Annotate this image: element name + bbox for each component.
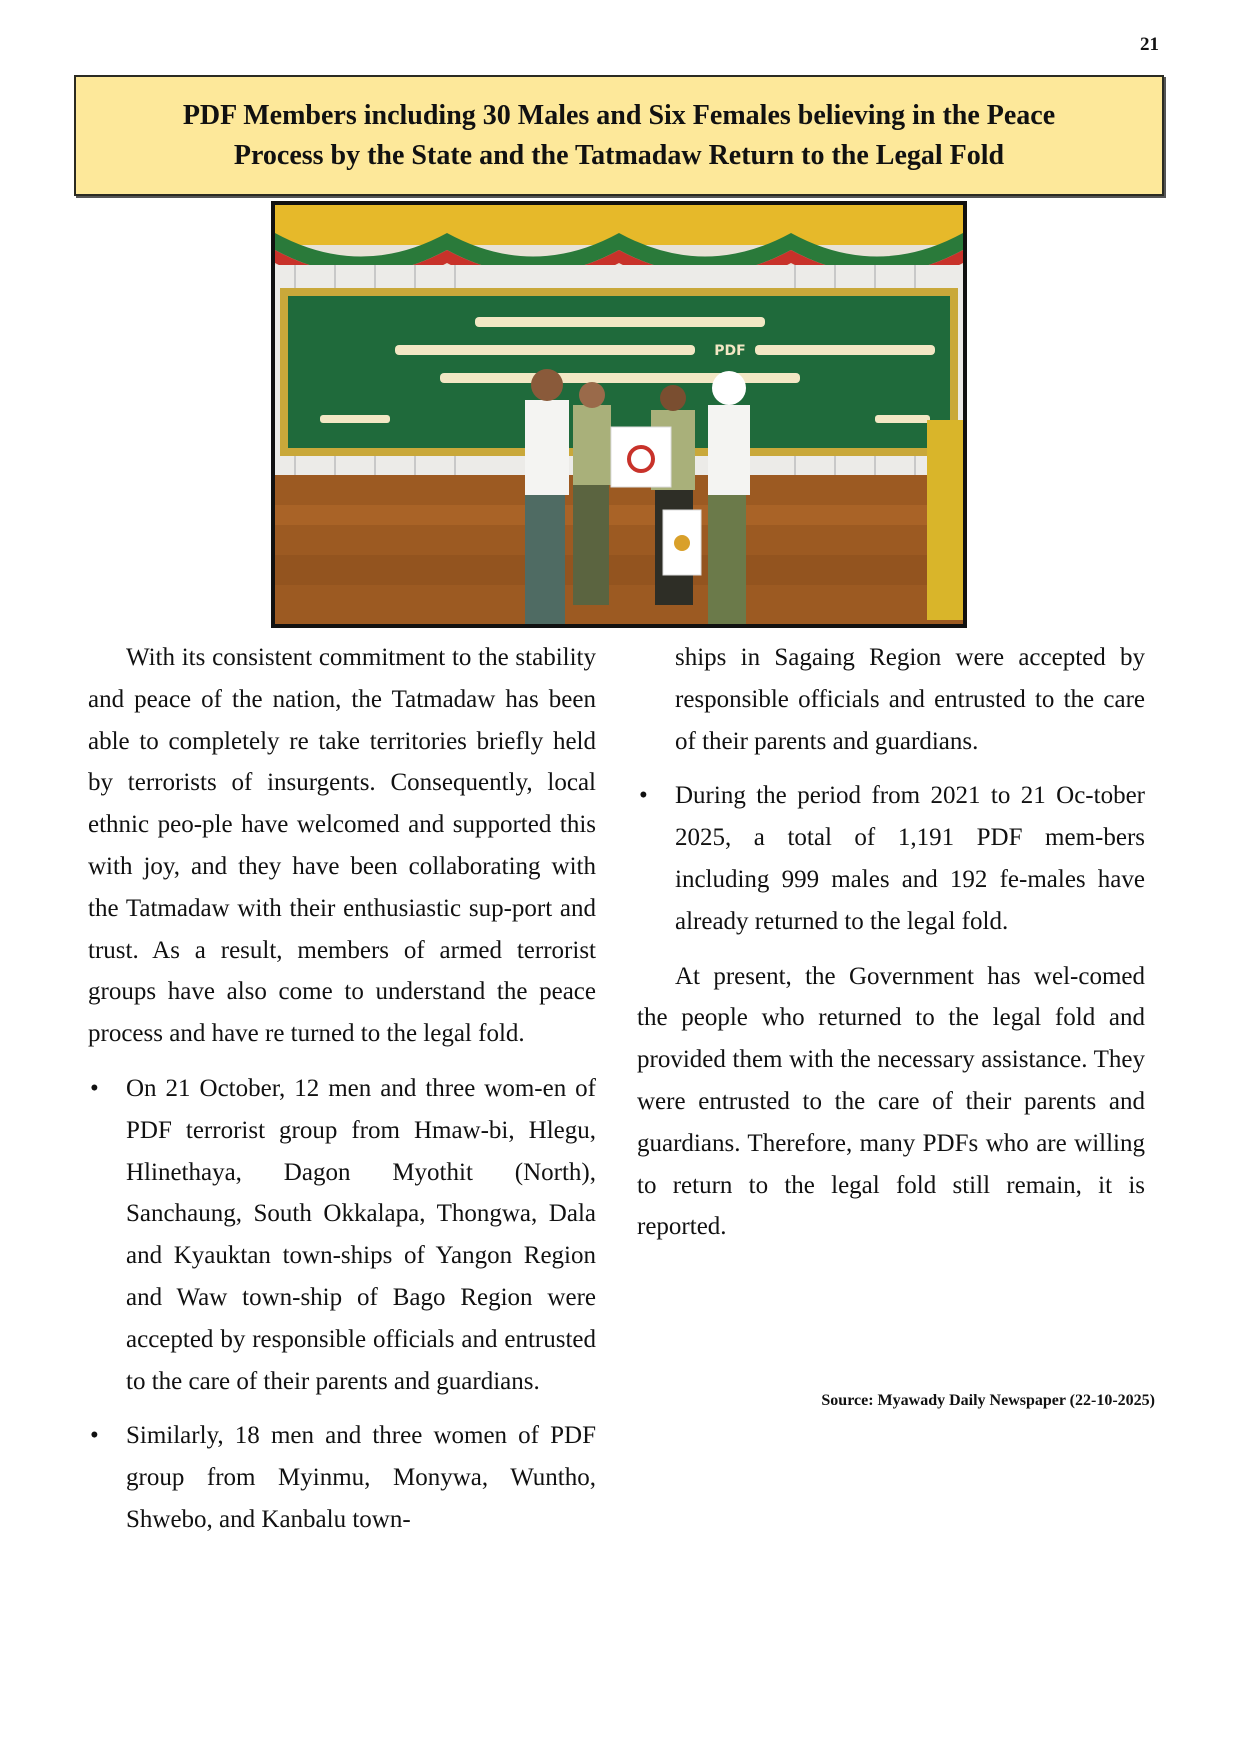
bullet-text: During the period from 2021 to 21 Oc-tober 2025, a total of 1,191 PDF mem-bers including 999 males and 192 fe-males have already returned to the legal fold. [675, 782, 1145, 935]
closing-paragraph: At present, the Government has wel-comed the people who returned to the legal fold and provided them with the necessary assistance. They were entrusted to the care of their parents and guardians. Therefore, many PDFs who are willing to return to the legal fold still remain, it is reported. [637, 962, 1145, 1241]
headline-box [74, 75, 1164, 196]
svg-text:PDF: PDF [714, 343, 746, 359]
source-citation: Source: Myawady Daily Newspaper (22-10-2025) [821, 1392, 1155, 1409]
bullet-continuation: ships in Sagaing Region were accepted by responsible officials and entrusted to the care of their parents and guardians. [675, 644, 1145, 755]
bullet-item [88, 1068, 596, 1402]
page-number: 21 [1140, 34, 1159, 55]
headline-line-2: Process by the State and the Tatmadaw Return to the Legal Fold [233, 139, 1005, 171]
bullet-item [637, 775, 1145, 942]
bullet-text: On 21 October, 12 men and three wom-en of PDF terrorist group from Hmaw-bi, Hlegu, Hlinethaya, Dagon Myothit (North), Sanchaung, South Okkalapa, Thongwa, Dala and Kyauktan town-ships of Yangon Region and Waw town-ship of Bago Region were accepted by responsible officials and entrusted to the care of their parents and guardians. [126, 1074, 596, 1395]
ceremony-photo [271, 201, 967, 628]
article-column-left [88, 637, 596, 1541]
bullet-item [88, 1415, 596, 1540]
bullet-icon: • [90, 1422, 99, 1450]
bullet-icon: • [90, 1074, 99, 1102]
bullet-text: Similarly, 18 men and three women of PDF group from Myinmu, Monywa, Wuntho, Shwebo, and Kanbalu town- [126, 1422, 596, 1533]
ceremony-photo-illustration [275, 205, 963, 624]
article-column-right [637, 637, 1145, 1248]
intro-paragraph: With its consistent commitment to the stability and peace of the nation, the Tatmadaw has been able to completely re take territories briefly held by terrorists of insurgents. Consequently, local ethnic peo-ple have welcomed and supported this with joy, and they have been collaborating with the Tatmadaw with their enthusiastic sup-port and trust. As a result, members of armed terrorist groups have also come to understand the peace process and have re turned to the legal fold. [88, 644, 596, 1048]
headline-line-1: PDF Members including 30 Males and Six Females believing in the Peace [182, 99, 1056, 131]
bullet-icon: • [639, 782, 648, 810]
